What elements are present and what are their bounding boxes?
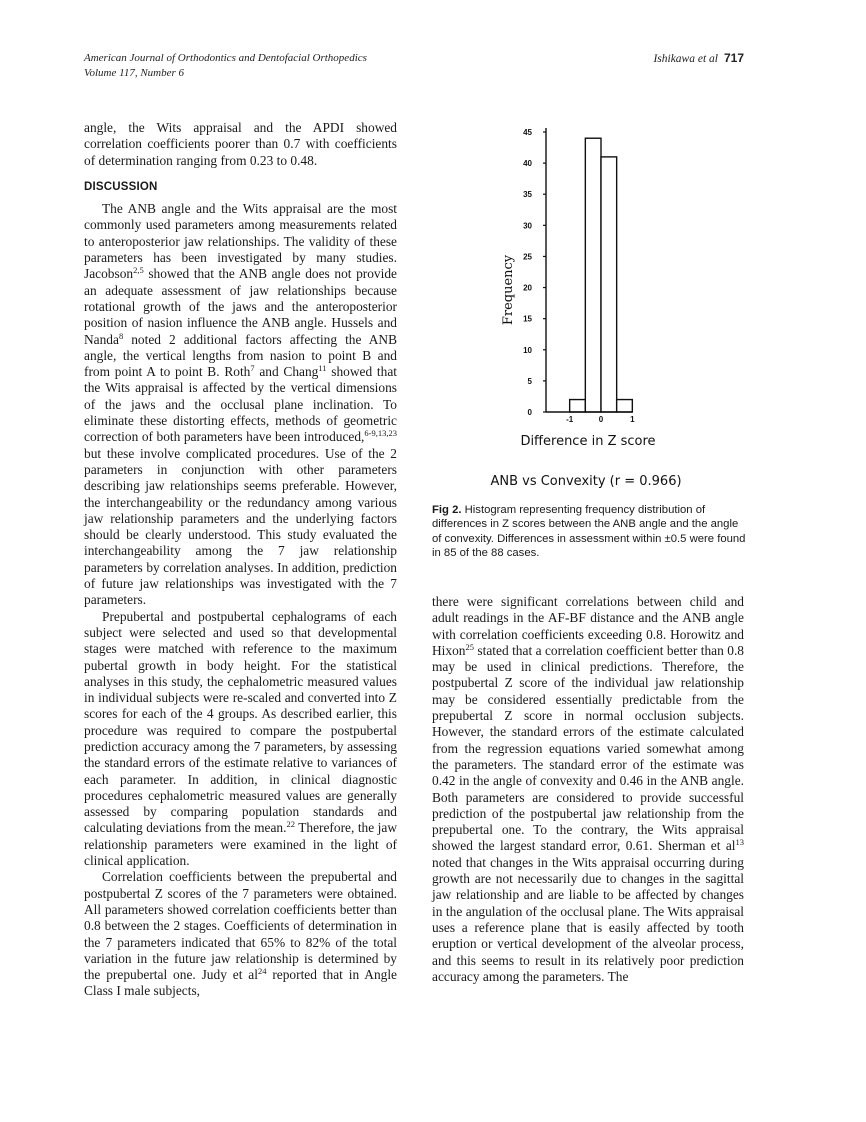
figure-label: Fig 2. [432,504,462,516]
figure-caption-text: Histogram representing frequency distribution of differences in Z scores between the ANB angle and the angle of convexity. Differences in assessment within ±0.5 were found in 85 of the 88 cases. [432,504,746,559]
paragraph: there were significant correlations between child and adult readings in the AF-BF distance and the ANB angle with correlation coefficients exceeding 0.8. Horowitz and Hixon$^{25}$ stated that a correlation coefficient better than 0.8 may be used in clinical predictions. Therefore, the postpubertal Z score of the individual jaw relationship may be considered essentially predictable from the prepubertal Z score in normal occlusion subjects. However, the standard errors of the estimate calculated from the regression equations varied somewhat among the parameters. The standard error of the estimate was 0.42 in the angle of convexity and 0.46 in the ANB angle. Both parameters are considered to provide successful prediction of the postpubertal jaw relationship from the prepubertal one. To the contrary, the Wits appraisal showed the largest standard error, 0.61. Sherman et $al^{13}$ noted that changes in the Wits appraisal occurring during growth are not necessarily due to changes in the sagittal jaw relationship and are liable to be affected by changes in the angulation of the occlusal plane. The Wits appraisal uses a reference plane that is easily affected by tooth eruption or vertical development of the alveolar process, and this seems to result in its relatively poor prediction accuracy among the parameters. The [432,594,744,984]
histogram-figure [476,110,736,490]
left-column [84,120,397,1000]
y-tick-label: 25 [523,252,532,262]
page-number: 717 [723,51,744,65]
histogram-bar [601,157,617,412]
citation: 8 [118,330,124,341]
y-tick-label: 45 [523,128,532,137]
y-tick-label: 0 [527,408,532,417]
y-axis-label: Frequency [501,254,516,326]
citation: 6-9,13,23 [364,428,397,439]
citation: 7 [250,363,255,374]
histogram-bar [617,400,633,412]
paragraph: The ANB angle and the Wits appraisal are the most commonly used parameters among measurements related to anteroposterior jaw relationships. The validity of these parameters has been investigated by many studies. Jacobson$^{2,5}$ showed that the ANB angle does not provide an adequate assessment of jaw relationships because rotational growth of the jaws and the anteroposterior position of nasion influence the ANB angle. Hussels and Nanda$^8$ noted 2 additional factors affecting the ANB angle, the vertical lengths from nasion to point B and from point A to point B. Roth$^7$ and Chang$^{11}$ showed that the Wits appraisal is affected by the vertical dimensions of the jaws and the occlusal plane inclination. To eliminate these distorting effects, methods of geometric correction of both parameters have been introduced,$^{6-9,13,23}$ but these involve complicated procedures. Use of the 2 parameters in conjunction with other parameters describing jaw relationships seems preferable. However, the interchangeability or the redundancy among various jaw relationship parameters and the underlying factors should be clearly understood. This study evaluated the interchangeability among the 7 jaw relationship parameters by correlation analyses. In addition, prediction of future jaw relationships was investigated with the 7 parameters. [84,201,397,608]
citation: 24 [257,966,267,977]
citation: 2,5 [133,265,144,276]
paragraph: Prepubertal and postpubertal cephalograms of each subject were selected and used so that developmental stages were matched with reference to the maximum pubertal growth in body height. For the statistical analyses in this study, the cephalometric measured values in individual subjects were re-scaled and converted into Z scores for each of the 4 groups. As described earlier, this procedure was required to compare the postpubertal prediction accuracy among the 7 parameters, by assessing the standard errors of the estimate relative to variances of each parameter. In addition, in clinical diagnostic procedures cephalometric measured values are generally assessed by comparing population standards and calculating deviations from the mean.$^{22}$ Therefore, the jaw relationship parameters were examined in the light of clinical application. [84,608,398,869]
histogram-chart [476,110,736,490]
y-tick-label: 15 [523,314,532,324]
citation: 25 [465,641,474,652]
citation: 11 [318,363,327,374]
chart-title: ANB vs Convexity (r = 0.966) [490,474,682,489]
journal-name: American Journal of Orthodontics and Dentofacial Orthopedics [84,52,367,64]
running-header-right [653,51,744,65]
histogram-bar [570,400,586,412]
x-tick-label: 1 [630,415,635,424]
y-tick-label: 40 [523,159,532,169]
journal-volume: Volume 117, Number 6 [84,67,185,79]
section-heading: DISCUSSION [84,180,158,193]
x-tick-label: 0 [598,415,604,424]
y-tick-label: 35 [523,190,532,200]
y-tick-label: 5 [527,376,532,386]
running-header-left [84,51,367,81]
citation: 13 [735,837,744,848]
histogram-bar [585,138,601,412]
right-column [432,594,744,985]
x-axis-label: Difference in Z score [520,434,656,449]
paragraph: Correlation coefficients between the prepubertal and postpubertal Z scores of the 7 parameters were obtained. All parameters showed correlation coefficients better than 0.8 between the 2 stages. Coefficients of determination in the 7 parameters indicated that 65% to 82% of the total variation in the future jaw relationship is determined by the prepubertal one. Judy et $al^{24}$ reported that in Angle Class I male subjects, [84,869,397,999]
paragraph: angle, the Wits appraisal and the APDI showed correlation coefficients poorer than 0.7 with coefficients of determination ranging from 0.23 to 0.48. [84,120,397,168]
x-tick-label: -1 [566,415,574,424]
y-tick-label: 10 [523,345,532,355]
citation: 22 [286,819,295,830]
y-tick-label: 20 [523,283,532,293]
figure-caption [432,503,748,560]
y-tick-label: 30 [523,221,532,231]
header-authors: Ishikawa et al [653,53,718,65]
